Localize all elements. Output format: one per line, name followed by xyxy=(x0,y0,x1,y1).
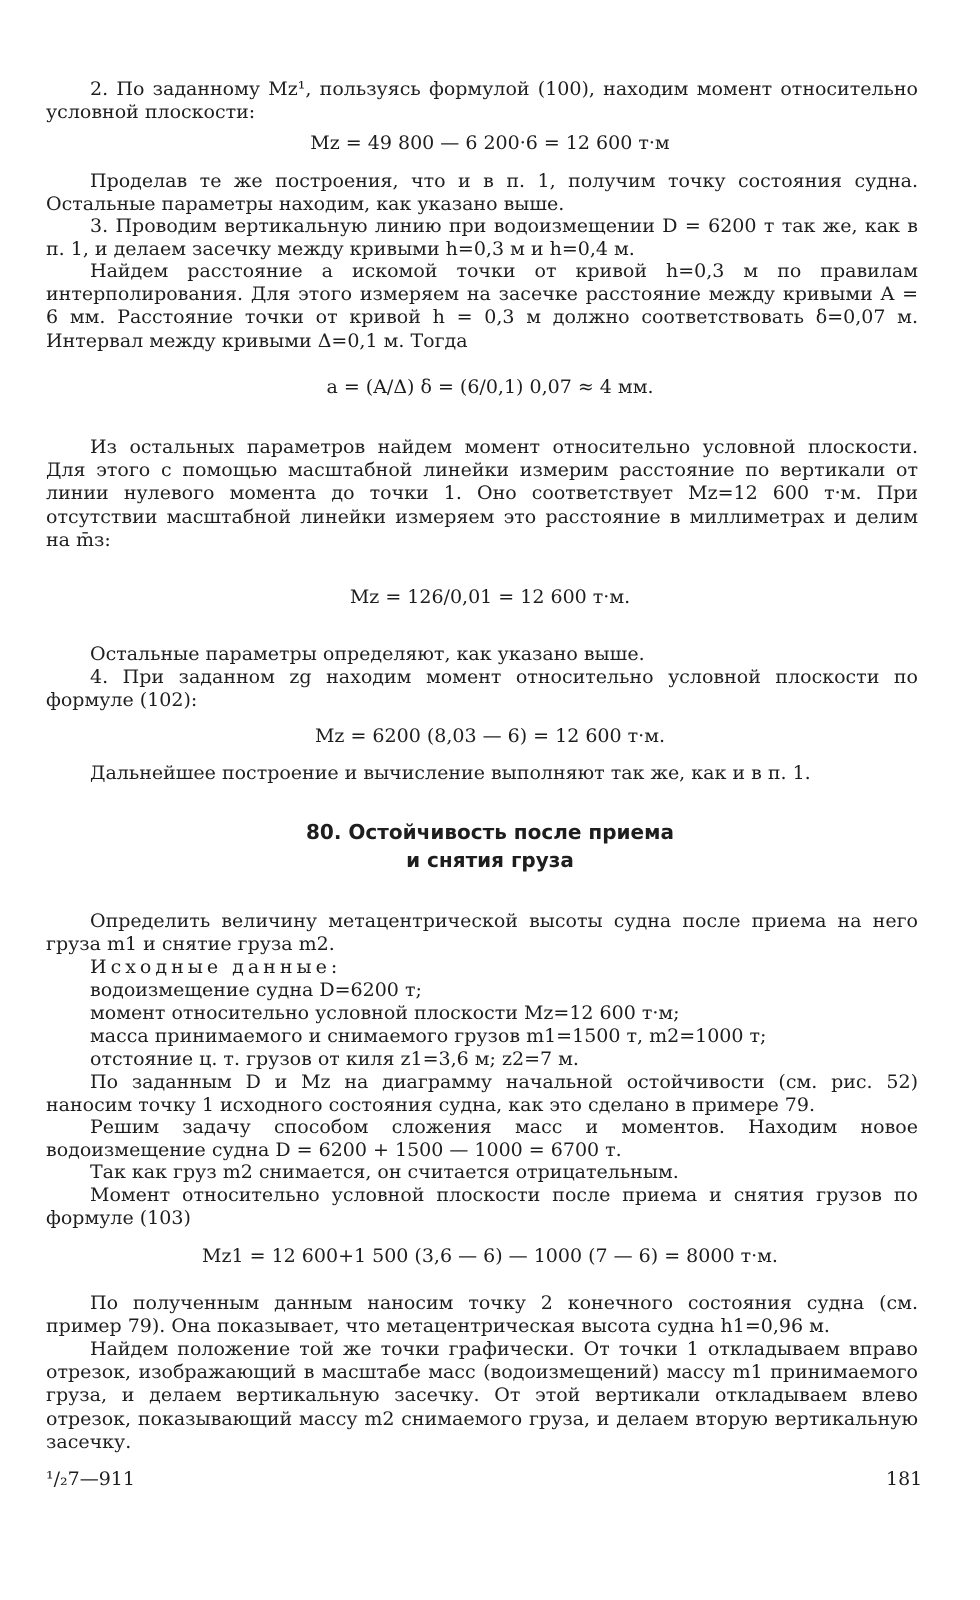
given-masses: масса принимаемого и снимаемого грузов m1=1500 т, m2=1000 т; xyxy=(90,1025,767,1047)
paragraph-interpolation: Найдем расстояние a искомой точки от кривой h=0,3 м по правилам интерполирования. Для этого измеряем на засечке расстояние между кривыми A = 6 мм. Расстояние точки от кривой h = 0,3 м должно соответствовать δ=0,07 м. Интервал между кривыми Δ=0,1 м. Тогда xyxy=(46,260,918,352)
formula-moment-final: Mz1 = 12 600+1 500 (3,6 — 6) — 1000 (7 — 6) = 8000 т·м. xyxy=(202,1245,778,1267)
paragraph-step-2: 2. По заданному Mz¹, пользуясь формулой (100), находим момент относительно условной плоскости: xyxy=(46,78,918,124)
paragraph-step-4: 4. При заданном zg находим момент относительно условной плоскости по формуле (102): xyxy=(46,666,918,712)
section-heading-line-1: 80. Остойчивость после приема xyxy=(306,820,674,844)
paragraph-task: Определить величину метацентрической высоты судна после приема на него груза m1 и снятие груза m2. xyxy=(46,910,918,956)
paragraph-other-params: Остальные параметры определяют, как указано выше. xyxy=(90,643,645,665)
paragraph-method: Решим задачу способом сложения масс и моментов. Находим новое водоизмещение судна D = 6200 + 1500 — 1000 = 6700 т. xyxy=(46,1116,918,1162)
paragraph-moment-after: Момент относительно условной плоскости после приема и снятия грузов по формуле (103) xyxy=(46,1184,918,1230)
footer-signature: ¹/₂7—911 xyxy=(46,1468,135,1490)
formula-interpolation: a = (A/Δ) δ = (6/0,1) 0,07 ≈ 4 мм. xyxy=(326,376,654,398)
paragraph-step-3: 3. Проводим вертикальную линию при водоизмещении D = 6200 т так же, как в п. 1, и делаем засечку между кривыми h=0,3 м и h=0,4 м. xyxy=(46,215,918,261)
paragraph-scale-ruler: Из остальных параметров найдем момент относительно условной плоскости. Для этого с помощью масштабной линейки измерим расстояние по вертикали от линии нулевого момента до точки 1. Оно соответствует Mz=12 600 т·м. При отсутствии масштабной линейки измеряем это расстояние в миллиметрах и делим на m̄з: xyxy=(46,436,918,551)
formula-moment-1: Mz = 49 800 — 6 200·6 = 12 600 т·м xyxy=(310,132,670,154)
formula-moment-3: Mz = 6200 (8,03 — 6) = 12 600 т·м. xyxy=(314,725,666,747)
page-number: 181 xyxy=(886,1468,923,1490)
paragraph-negative: Так как груз m2 снимается, он считается отрицательным. xyxy=(90,1161,679,1183)
paragraph-further: Дальнейшее построение и вычисление выполняют так же, как и в п. 1. xyxy=(90,762,811,784)
formula-moment-2: Mz = 126/0,01 = 12 600 т·м. xyxy=(349,586,631,608)
paragraph-diagram-point: По заданным D и Mz на диаграмму начальной остойчивости (см. рис. 52) наносим точку 1 исходного состояния судна, как это сделано в примере 79. xyxy=(46,1071,918,1117)
paragraph-construction: Проделав те же построения, что и в п. 1, получим точку состояния судна. Остальные параметры находим, как указано выше. xyxy=(46,170,918,216)
given-displacement: водоизмещение судна D=6200 т; xyxy=(90,979,422,1001)
paragraph-graphical: Найдем положение той же точки графически. От точки 1 откладываем вправо отрезок, изображающий в масштабе масс (водоизмещений) массу m1 принимаемого груза, и делаем вертикальную засечку. От этой вертикали откладываем влево отрезок, показывающий массу m2 снимаемого груза, и делаем вторую вертикальную засечку. xyxy=(46,1338,918,1453)
paragraph-point-2: По полученным данным наносим точку 2 конечного состояния судна (см. пример 79). Она показывает, что метацентрическая высота судна h1=0,96 м. xyxy=(46,1292,918,1338)
given-data-label: Исходные данные: xyxy=(90,956,342,978)
given-moment: момент относительно условной плоскости Mz=12 600 т·м; xyxy=(90,1002,680,1024)
given-distances: отстояние ц. т. грузов от киля z1=3,6 м; z2=7 м. xyxy=(90,1048,579,1070)
section-heading-line-2: и снятия груза xyxy=(406,848,574,872)
